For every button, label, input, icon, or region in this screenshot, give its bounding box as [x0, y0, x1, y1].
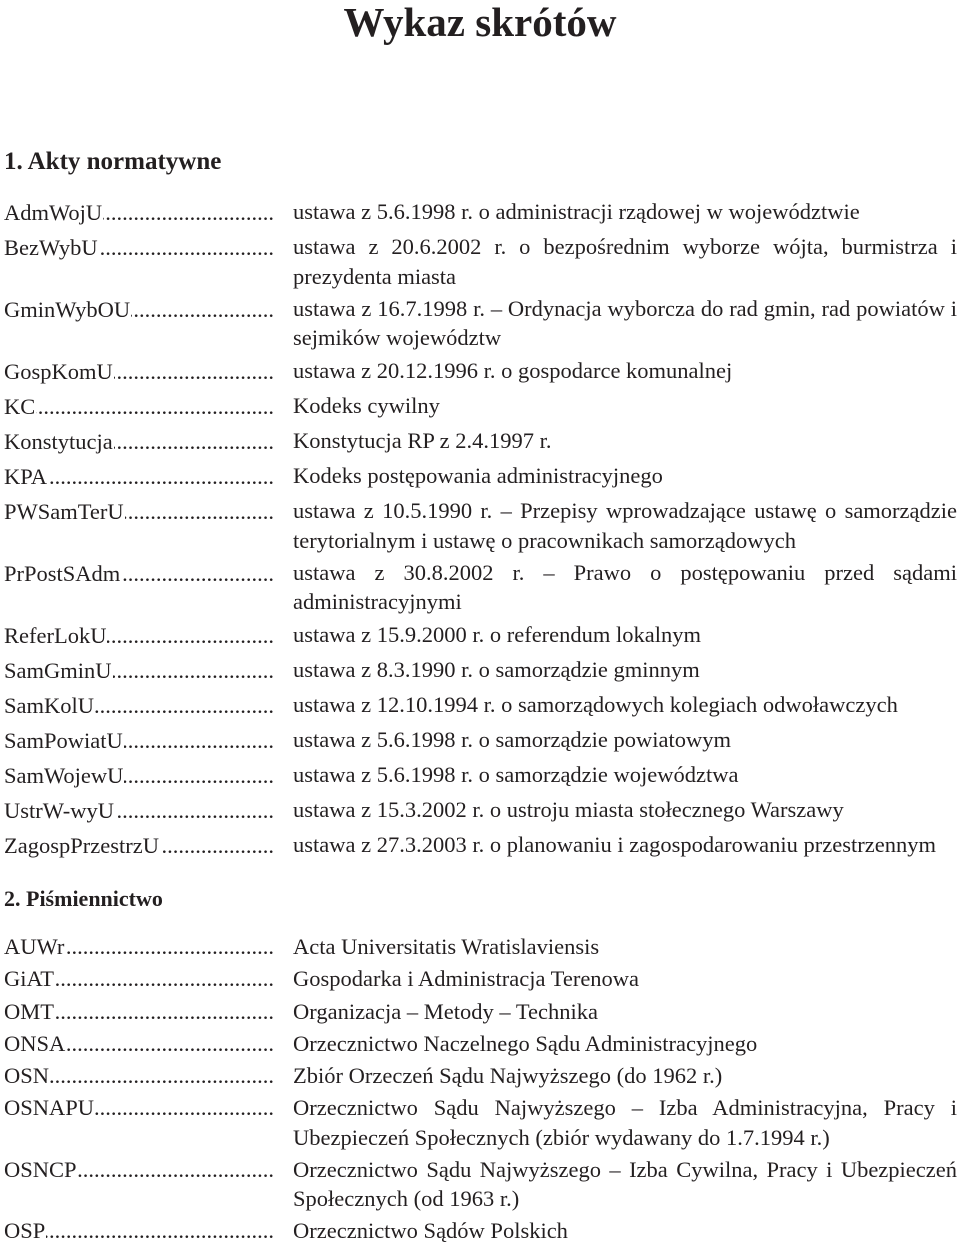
- abbreviation-term-cell: [0, 1216, 275, 1246]
- abbreviation-entry: [0, 830, 960, 862]
- abbreviation-term: GiAT: [4, 966, 54, 992]
- abbreviation-term-cell: [0, 294, 275, 326]
- abbreviation-term-cell: [0, 558, 275, 590]
- abbreviation-entry: [0, 1093, 960, 1152]
- abbreviation-term-cell: [0, 1093, 275, 1123]
- abbreviation-entry: [0, 294, 960, 353]
- abbreviation-term-cell: [0, 964, 275, 994]
- abbreviation-term: Konstytucja: [4, 428, 113, 454]
- section-heading-literature: 2. Piśmiennictwo: [4, 886, 163, 911]
- abbreviation-entry: [0, 760, 960, 792]
- abbreviation-term: PWSamTerU: [4, 499, 124, 525]
- abbreviation-term: ZagospPrzestrzU: [4, 833, 159, 859]
- abbreviation-term: UstrW-wyU: [4, 798, 114, 824]
- abbreviation-entry: [0, 725, 960, 757]
- abbreviation-definition: Kodeks cywilny: [293, 392, 440, 418]
- abbreviation-term-cell: [0, 426, 275, 458]
- abbreviation-term: SamGminU: [4, 657, 112, 683]
- abbreviation-definition: Acta Universitatis Wratislaviensis: [293, 934, 600, 959]
- abbreviation-term-cell: [0, 197, 275, 229]
- abbreviation-definition: Gospodarka i Administracja Terenowa: [293, 966, 640, 992]
- abbreviation-term: ONSA: [4, 1030, 66, 1056]
- abbreviation-term-cell: [0, 1061, 275, 1091]
- abbreviation-entry: [0, 1061, 960, 1091]
- abbreviation-term-cell: [0, 496, 275, 528]
- abbreviation-term-cell: [0, 655, 275, 687]
- abbreviation-definition: Orzecznictwo Sądu Najwyższego – Izba Cywilna, Pracy i Ubezpieczeń Społecznych (od 1963 r.): [293, 1156, 957, 1212]
- abbreviation-term: PrPostSAdm: [4, 560, 121, 586]
- abbreviation-term: SamPowiatU: [4, 727, 123, 753]
- abbreviation-term: GminWybOU: [4, 296, 131, 322]
- abbreviation-term: SamKolU: [4, 692, 94, 718]
- abbreviation-definition: ustawa z 16.7.1998 r. – Ordynacja wyborcza do rad gmin, rad powiatów i sejmików województw: [293, 295, 957, 351]
- abbreviation-entry: [0, 391, 960, 423]
- abbreviation-term: GospKomU: [4, 358, 113, 384]
- abbreviation-term: AUWr: [4, 934, 65, 959]
- abbreviation-definition: Orzecznictwo Sądów Polskich: [293, 1217, 568, 1243]
- abbreviation-term-cell: [0, 1029, 275, 1059]
- abbreviation-list-literature: [0, 932, 960, 1248]
- abbreviation-term: SamWojewU: [4, 763, 124, 789]
- abbreviation-term-cell: [0, 725, 275, 757]
- abbreviation-entry: [0, 496, 960, 555]
- abbreviation-entry: [0, 964, 960, 994]
- abbreviation-term-cell: [0, 461, 275, 493]
- page-title: Wykaz skrótów: [343, 0, 617, 45]
- abbreviation-entry: [0, 356, 960, 388]
- abbreviation-entry: [0, 197, 960, 229]
- abbreviation-term: OSNAPU: [4, 1095, 95, 1121]
- abbreviation-definition: ustawa z 12.10.1994 r. o samorządowych kolegiach odwoławczych: [293, 691, 898, 717]
- abbreviation-term: KC: [4, 393, 36, 419]
- abbreviation-entry: [0, 461, 960, 493]
- abbreviation-term-cell: [0, 620, 275, 652]
- abbreviation-definition: ustawa z 5.6.1998 r. o samorządzie województwa: [293, 762, 739, 788]
- abbreviation-entry: [0, 690, 960, 722]
- abbreviation-term: AdmWojU: [4, 200, 103, 225]
- abbreviation-entry: [0, 232, 960, 291]
- abbreviation-list-acts: [0, 197, 960, 865]
- abbreviation-term: OSNCP: [4, 1156, 77, 1182]
- abbreviation-definition: ustawa z 20.12.1996 r. o gospodarce komunalnej: [293, 357, 733, 383]
- abbreviation-definition: Organizacja – Metody – Technika: [293, 998, 598, 1024]
- abbreviation-definition: ustawa z 27.3.2003 r. o planowaniu i zagospodarowaniu przestrzennym: [293, 832, 936, 858]
- abbreviation-definition: ustawa z 30.8.2002 r. – Prawo o postępowaniu przed sądami administracyjnymi: [293, 559, 957, 615]
- abbreviation-term: OSP: [4, 1217, 46, 1243]
- abbreviation-definition: ustawa z 5.6.1998 r. o administracji rządowej w województwie: [293, 199, 860, 224]
- abbreviation-entry: [0, 997, 960, 1027]
- abbreviation-definition: Zbiór Orzeczeń Sądu Najwyższego (do 1962 r.): [293, 1063, 723, 1089]
- abbreviation-definition: ustawa z 5.6.1998 r. o samorządzie powiatowym: [293, 726, 732, 752]
- abbreviation-entry: [0, 620, 960, 652]
- abbreviation-term: ReferLokU: [4, 622, 107, 648]
- abbreviation-definition: Orzecznictwo Naczelnego Sądu Administracyjnego: [293, 1030, 758, 1056]
- abbreviation-term-cell: [0, 356, 275, 388]
- abbreviation-entry: [0, 426, 960, 458]
- abbreviation-term-cell: [0, 391, 275, 423]
- abbreviation-entry: [0, 558, 960, 617]
- abbreviation-definition: ustawa z 15.9.2000 r. o referendum lokalnym: [293, 621, 702, 647]
- section-heading-acts: 1. Akty normatywne: [4, 148, 222, 175]
- abbreviation-entry: [0, 1155, 960, 1214]
- abbreviation-entry: [0, 1216, 960, 1246]
- abbreviation-definition: Kodeks postępowania administracyjnego: [293, 462, 663, 488]
- abbreviation-term-cell: [0, 932, 275, 962]
- abbreviation-definition: Orzecznictwo Sądu Najwyższego – Izba Administracyjna, Pracy i Ubezpieczeń Społecznych (zbiór wydawany do 1.7.1994 r.): [293, 1095, 957, 1150]
- abbreviation-definition: ustawa z 15.3.2002 r. o ustroju miasta stołecznego Warszawy: [293, 797, 844, 823]
- abbreviation-term: KPA: [4, 463, 47, 489]
- abbreviation-definition: ustawa z 10.5.1990 r. – Przepisy wprowadzające ustawę o samorządzie terytorialnym i ustawę o pracownikach samorządowych: [293, 498, 957, 553]
- abbreviation-definition: ustawa z 8.3.1990 r. o samorządzie gminnym: [293, 656, 700, 682]
- abbreviation-term: OMT: [4, 998, 54, 1024]
- abbreviation-term-cell: [0, 1155, 275, 1185]
- abbreviation-term-cell: [0, 795, 275, 827]
- abbreviation-entry: [0, 795, 960, 827]
- abbreviation-entry: [0, 1029, 960, 1059]
- abbreviation-term-cell: [0, 997, 275, 1027]
- abbreviation-term-cell: [0, 690, 275, 722]
- abbreviation-term: OSN: [4, 1063, 50, 1089]
- abbreviation-entry: [0, 932, 960, 962]
- abbreviation-term-cell: [0, 232, 275, 264]
- abbreviation-term-cell: [0, 760, 275, 792]
- abbreviation-definition: Konstytucja RP z 2.4.1997 r.: [293, 427, 552, 453]
- abbreviation-definition: ustawa z 20.6.2002 r. o bezpośrednim wyborze wójta, burmistrza i prezydenta miasta: [293, 234, 957, 289]
- abbreviation-term: BezWybU: [4, 235, 98, 261]
- abbreviation-term-cell: [0, 830, 275, 862]
- abbreviation-entry: [0, 655, 960, 687]
